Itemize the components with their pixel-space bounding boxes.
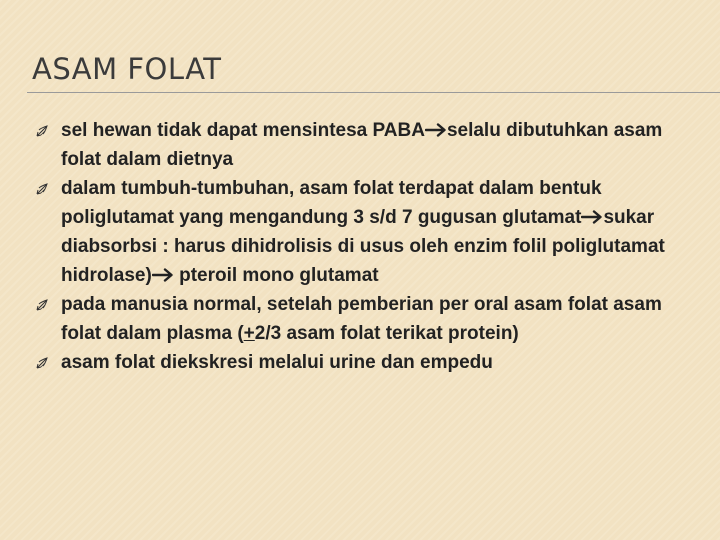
leaf-bullet-icon (35, 356, 49, 370)
text-segment: selalu dibutuhkan asam folat dalam dietnya (61, 120, 663, 170)
bullet-text (61, 348, 705, 377)
bullet-text (61, 290, 705, 348)
slide-title: ASAM FOLAT (32, 52, 222, 86)
bullet-text (61, 174, 705, 290)
right-arrow-icon (425, 123, 447, 137)
text-segment: pteroil mono glutamat (173, 265, 379, 286)
right-arrow-icon (152, 268, 174, 282)
list-item (35, 290, 705, 348)
text-segment: asam folat diekskresi melalui urine dan empedu (61, 352, 493, 373)
text-segment: sukar diabsorbsi : harus dihidrolisis di usus oleh enzim folil poliglutamat hidrolase) (61, 207, 665, 286)
list-item (35, 116, 705, 174)
leaf-bullet-icon (35, 298, 49, 312)
text-segment: sel hewan tidak dapat mensintesa PABA (61, 120, 425, 141)
bullet-list (35, 116, 705, 377)
leaf-bullet-icon (35, 124, 49, 138)
bullet-text (61, 116, 705, 174)
underlined-text: + (243, 323, 255, 344)
title-divider (27, 92, 720, 93)
leaf-bullet-icon (35, 182, 49, 196)
list-item (35, 348, 705, 377)
text-segment: dalam tumbuh-tumbuhan, asam folat terdapat dalam bentuk poliglutamat yang mengandung 3 s/d 7 gugusan glutamat (61, 178, 602, 228)
list-item (35, 174, 705, 290)
text-segment: 2/3 asam folat terikat protein) (254, 323, 519, 344)
text-segment: pada manusia normal, setelah pemberian per oral asam folat asam folat dalam plasma ( (61, 294, 662, 344)
right-arrow-icon (581, 210, 603, 224)
